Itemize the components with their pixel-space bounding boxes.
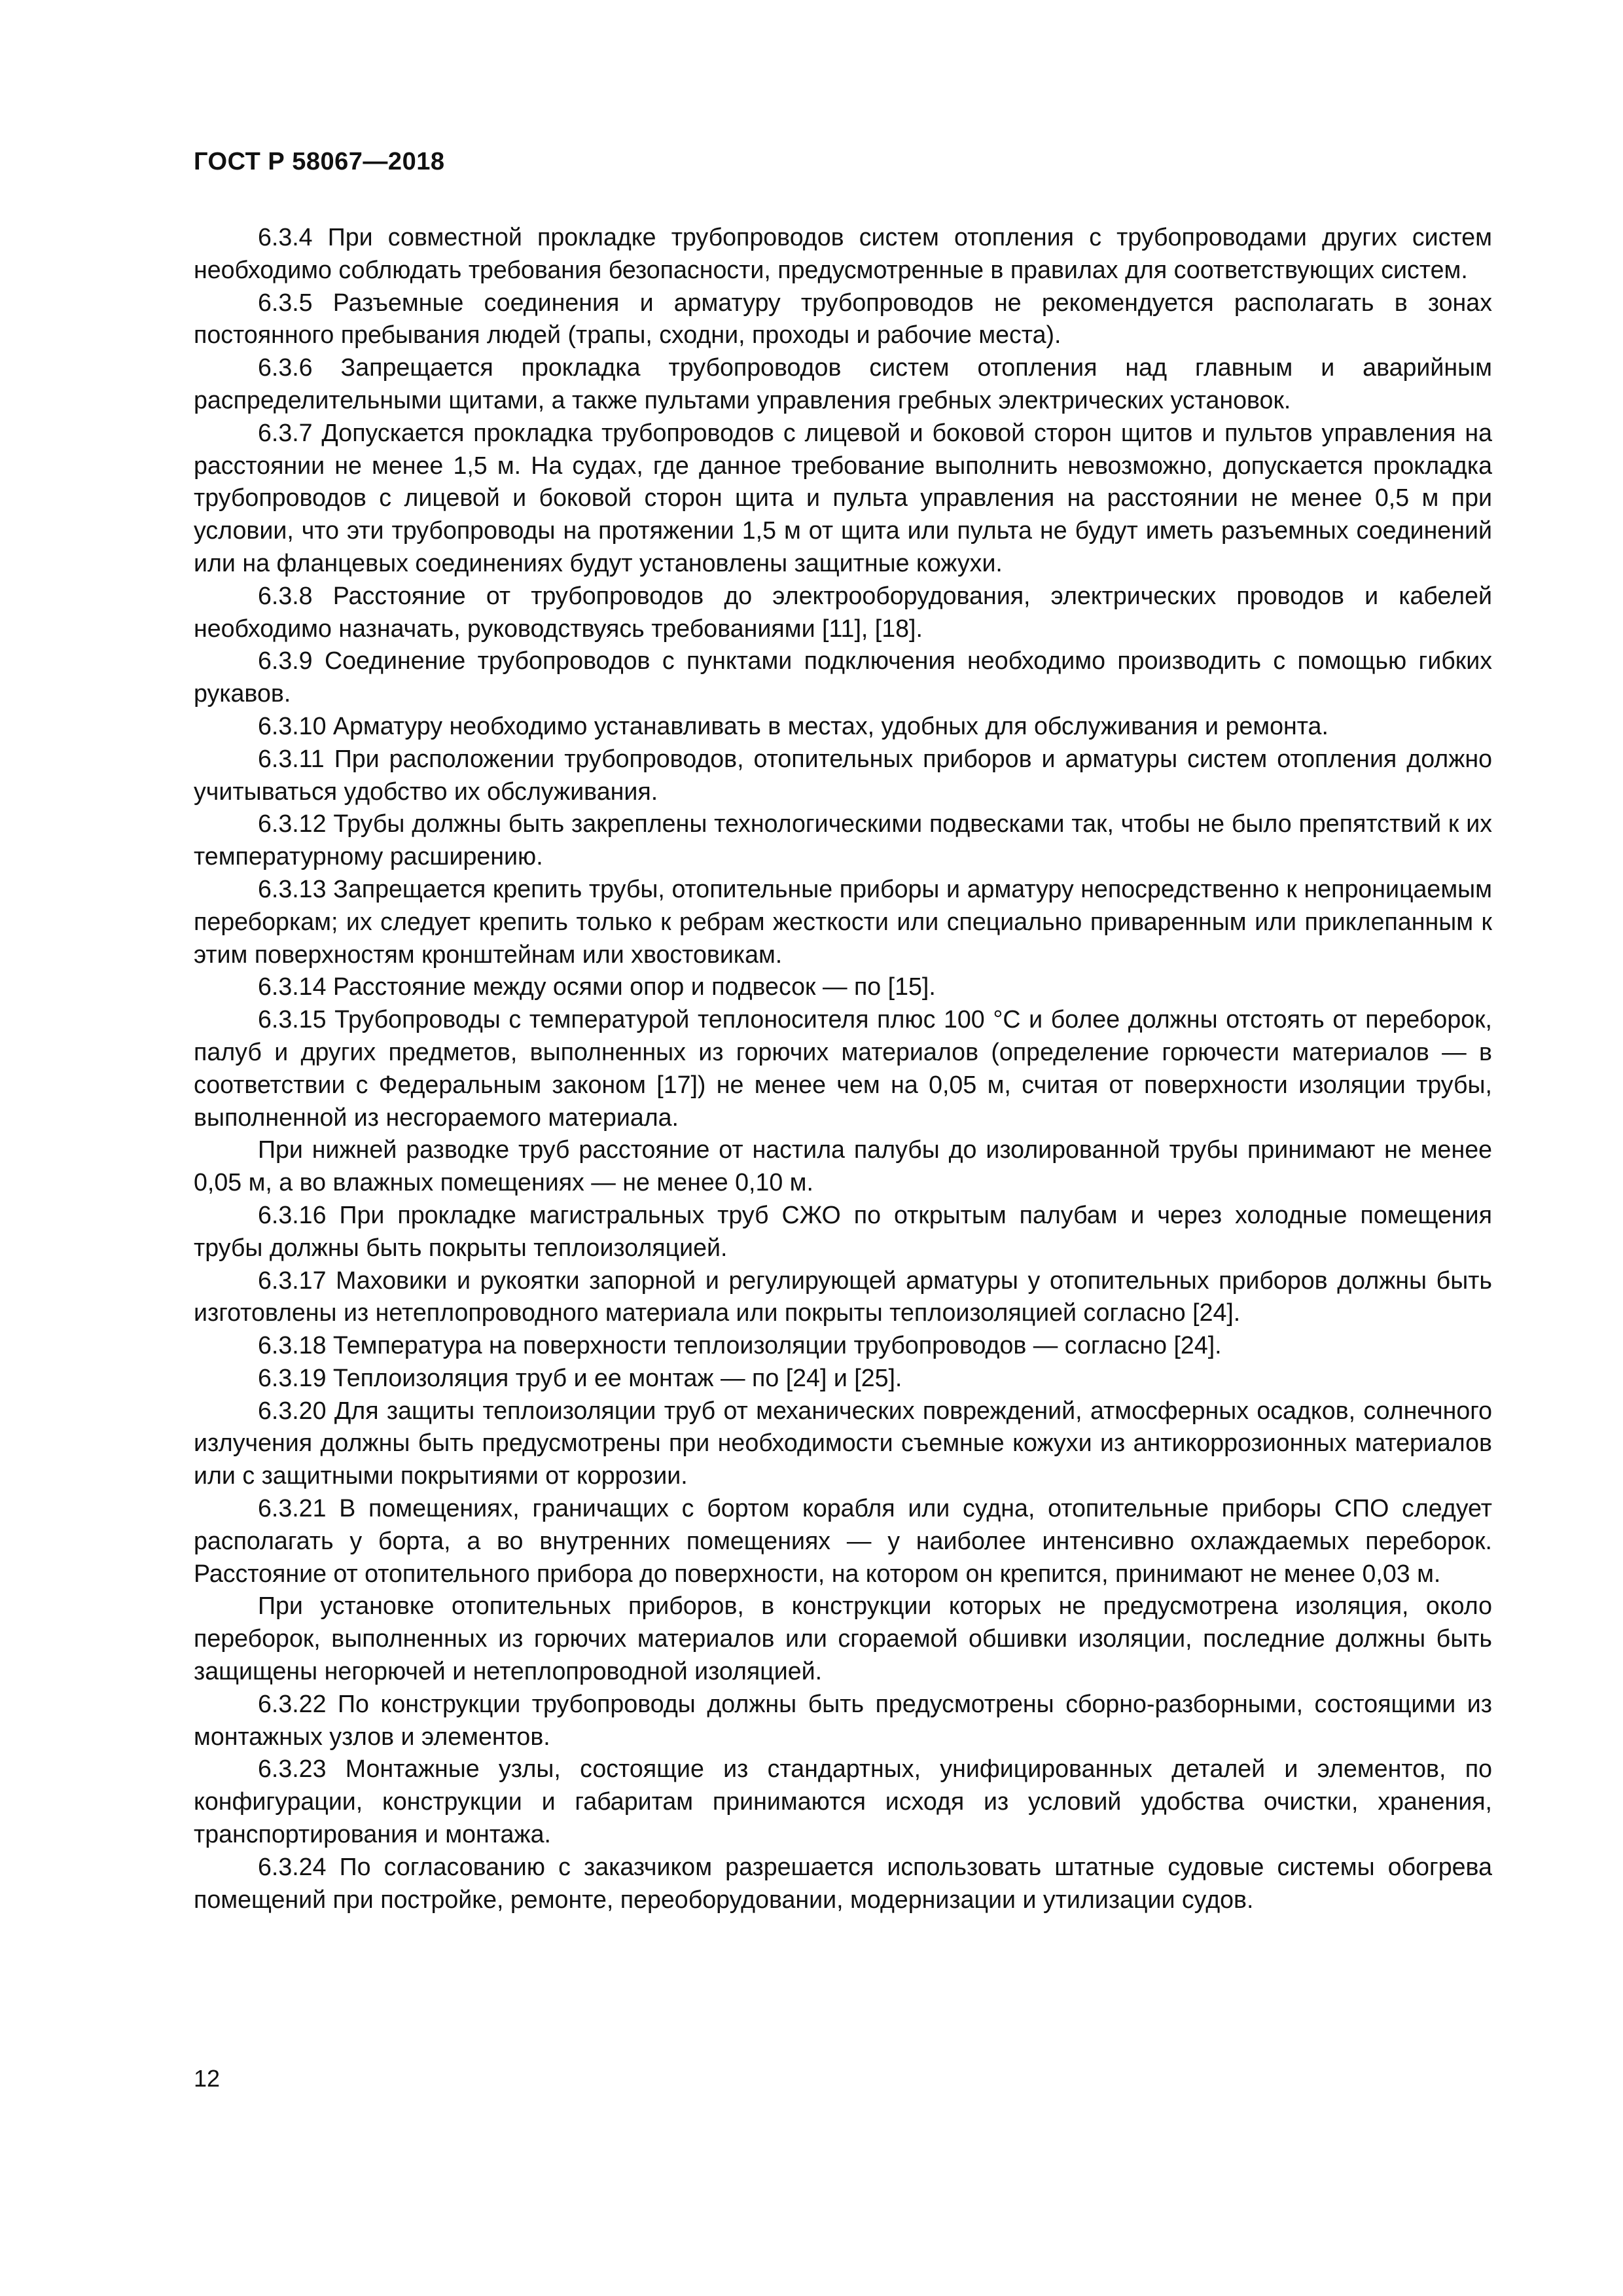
paragraph-6-3-5: 6.3.5 Разъемные соединения и арматуру трубопроводов не рекомендуется располагать в зонах постоянного пребывания людей (трапы, сходни, проходы и рабочие места). xyxy=(194,288,1492,349)
page-number: 12 xyxy=(194,2065,221,2092)
paragraph-6-3-7: 6.3.7 Допускается прокладка трубопроводов с лицевой и боковой сторон щитов и пультов управления на расстоянии не менее 1,5 м. На судах, где данное требование выполнить невозможно, допускается прокладка трубопроводов с лицевой и боковой сторон щита и пульта управления на расстоянии не менее 0,5 м при условии, что эти трубопроводы на протяжении 1,5 м от щита или пульта не будут иметь разъемных соединений или на фланцевых соединениях будут установлены защитные кожухи. xyxy=(194,418,1492,577)
paragraph-6-3-21: 6.3.21 В помещениях, граничащих с бортом корабля или судна, отопительные приборы СПО следует располагать у борта, а во внутренних помещениях — у наиболее интенсивно охлаждаемых переборок. Расстояние от отопительного прибора до поверхности, на котором он крепится, принимают не менее 0,03 м. xyxy=(194,1494,1492,1587)
paragraph-6-3-15-cont: При нижней разводке труб расстояние от настила палубы до изолированной трубы принимают не менее 0,05 м, а во влажных помещениях — не менее 0,10 м. xyxy=(194,1136,1492,1196)
paragraph-6-3-19: 6.3.19 Теплоизоляция труб и ее монтаж — по [24] и [25]. xyxy=(258,1363,902,1391)
paragraph-6-3-11: 6.3.11 При расположении трубопроводов, отопительных приборов и арматуры систем отопления должно учитываться удобство их обслуживания. xyxy=(194,744,1492,805)
paragraph-6-3-15: 6.3.15 Трубопроводы с температурой теплоносителя плюс 100 °С и более должны отстоять от переборок, палуб и других предметов, выполненных из горючих материалов (определение горючести материалов — в соответствии с Федеральным законом [17]) не менее чем на 0,05 м, считая от поверхности изоляции трубы, выполненной из несгораемого материала. xyxy=(194,1005,1492,1131)
paragraph-6-3-9: 6.3.9 Соединение трубопроводов с пунктами подключения необходимо производить с помощью гибких рукавов. xyxy=(194,647,1492,708)
paragraph-6-3-24: 6.3.24 По согласованию с заказчиком разрешается использовать штатные судовые системы обогрева помещений при постройке, ремонте, переоборудовании, модернизации и утилизации судов. xyxy=(194,1852,1492,1913)
paragraph-6-3-17: 6.3.17 Маховики и рукоятки запорной и регулирующей арматуры у отопительных приборов должны быть изготовлены из нетеплопроводного материала или покрыты теплоизоляцией согласно [24]. xyxy=(194,1266,1492,1327)
document-header: ГОСТ Р 58067—2018 xyxy=(194,148,445,175)
paragraph-6-3-8: 6.3.8 Расстояние от трубопроводов до электрооборудования, электрических проводов и кабелей необходимо назначать, руководствуясь требованиями [11], [18]. xyxy=(194,581,1492,642)
paragraph-6-3-12: 6.3.12 Трубы должны быть закреплены технологическими подвесками так, чтобы не было препятствий к их температурному расширению. xyxy=(194,810,1492,870)
paragraph-6-3-16: 6.3.16 При прокладке магистральных труб СЖО по открытым палубам и через холодные помещения трубы должны быть покрыты теплоизоляцией. xyxy=(194,1200,1492,1261)
paragraph-6-3-6: 6.3.6 Запрещается прокладка трубопроводов систем отопления над главным и аварийным распределительными щитами, а также пультами управления гребных электрических установок. xyxy=(194,353,1492,414)
paragraph-6-3-22: 6.3.22 По конструкции трубопроводы должны быть предусмотрены сборно-разборными, состоящими из монтажных узлов и элементов. xyxy=(194,1689,1492,1750)
paragraph-6-3-14: 6.3.14 Расстояние между осями опор и подвесок — по [15]. xyxy=(258,973,936,1001)
paragraph-6-3-18: 6.3.18 Температура на поверхности теплоизоляции трубопроводов — согласно [24]. xyxy=(258,1331,1222,1359)
body-text xyxy=(194,221,1492,1916)
paragraph-6-3-20: 6.3.20 Для защиты теплоизоляции труб от механических повреждений, атмосферных осадков, солнечного излучения должны быть предусмотрены при необходимости съемные кожухи из антикоррозионных материалов или с защитными покрытиями от коррозии. xyxy=(194,1396,1492,1490)
paragraph-6-3-21-cont: При установке отопительных приборов, в конструкции которых не предусмотрена изоляция, около переборок, выполненных из горючих материалов или сгораемой обшивки изоляции, последние должны быть защищены негорючей и нетеплопроводной изоляцией. xyxy=(194,1592,1492,1685)
paragraph-6-3-23: 6.3.23 Монтажные узлы, состоящие из стандартных, унифицированных деталей и элементов, по конфигурации, конструкции и габаритам принимаются исходя из условий удобства очистки, хранения, транспортирования и монтажа. xyxy=(194,1755,1492,1848)
paragraph-6-3-13: 6.3.13 Запрещается крепить трубы, отопительные приборы и арматуру непосредственно к непроницаемым переборкам; их следует крепить только к ребрам жесткости или специально приваренным или приклепанным к этим поверхностям кронштейнам или хвостовикам. xyxy=(194,874,1492,968)
paragraph-6-3-10: 6.3.10 Арматуру необходимо устанавливать в местах, удобных для обслуживания и ремонта. xyxy=(258,711,1329,740)
paragraph-6-3-4: 6.3.4 При совместной прокладке трубопроводов систем отопления с трубопроводами других систем необходимо соблюдать требования безопасности, предусмотренные в правилах для соответствующих систем. xyxy=(194,223,1492,283)
